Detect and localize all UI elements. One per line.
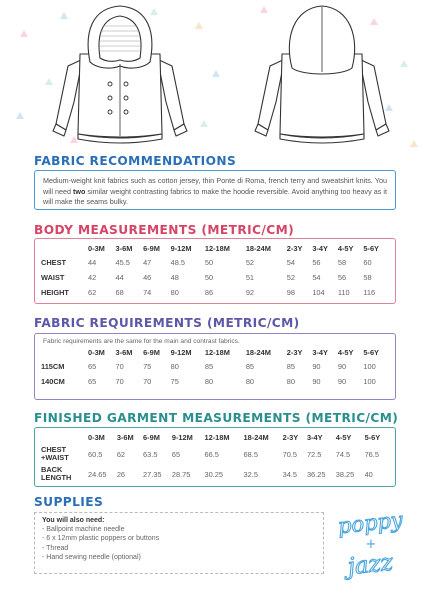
table-cell: 58 bbox=[337, 258, 347, 267]
hoodie-front-icon bbox=[40, 2, 200, 148]
table-cell: 80 bbox=[204, 377, 214, 386]
logo-line1: poppy bbox=[336, 507, 404, 539]
table-cell: 38.25 bbox=[335, 469, 355, 479]
row-label: 115CM bbox=[41, 362, 65, 371]
table-cell: 52 bbox=[245, 258, 255, 267]
size-header: 3-6M bbox=[116, 432, 134, 442]
table-cell: 85 bbox=[245, 362, 255, 371]
logo-line2: jazz bbox=[346, 549, 395, 581]
table-row bbox=[41, 270, 389, 285]
size-header-row bbox=[41, 345, 389, 359]
table-cell: 45.5 bbox=[115, 258, 130, 267]
table-cell: 74.5 bbox=[335, 449, 351, 459]
table-cell: 34.5 bbox=[282, 469, 297, 479]
table-cell: 85 bbox=[204, 362, 214, 371]
size-header: 0-3M bbox=[88, 347, 105, 357]
table-cell: 36.25 bbox=[306, 469, 326, 479]
table-cell: 80 bbox=[170, 288, 179, 297]
table-cell: 62 bbox=[88, 288, 97, 297]
logo-plus: + bbox=[365, 537, 377, 552]
size-header: 3-4Y bbox=[312, 243, 328, 253]
table-cell: 65 bbox=[88, 362, 97, 371]
table-cell: 48.5 bbox=[170, 258, 185, 267]
table-cell: 80 bbox=[245, 377, 255, 386]
table-cell: 56 bbox=[337, 273, 347, 282]
size-header: 2-3Y bbox=[282, 432, 299, 442]
table-cell: 42 bbox=[88, 273, 97, 282]
finished-garment-title: FINISHED GARMENT MEASUREMENTS (METRIC/CM) bbox=[34, 411, 399, 425]
size-header: 18-24M bbox=[245, 347, 271, 357]
row-label: CHEST bbox=[41, 258, 67, 267]
table-cell: 50 bbox=[204, 258, 214, 267]
size-header: 12-18M bbox=[204, 243, 230, 253]
size-header: 6-9M bbox=[143, 243, 160, 253]
row-label: WAIST bbox=[41, 273, 65, 282]
table-cell: 50 bbox=[204, 273, 214, 282]
table-cell: 70.5 bbox=[282, 449, 297, 459]
table-cell: 52 bbox=[286, 273, 296, 282]
table-cell: 60.5 bbox=[88, 449, 103, 459]
table-cell: 80 bbox=[286, 377, 296, 386]
table-cell: 60 bbox=[363, 258, 372, 267]
table-cell: 56 bbox=[312, 258, 321, 267]
table-cell: 90 bbox=[312, 377, 321, 386]
table-cell: 40 bbox=[364, 469, 373, 479]
table-cell: 46 bbox=[143, 273, 152, 282]
table-cell: 44 bbox=[115, 273, 124, 282]
size-header: 0-3M bbox=[88, 243, 105, 253]
table-cell: 65 bbox=[171, 449, 181, 459]
size-header: 18-24M bbox=[243, 432, 269, 442]
table-cell: 100 bbox=[363, 362, 376, 371]
table-cell: 74 bbox=[143, 288, 152, 297]
size-header: 12-18M bbox=[204, 347, 230, 357]
size-header: 5-6Y bbox=[363, 243, 379, 253]
fabric-recommendations-box bbox=[34, 170, 396, 210]
table-cell: 68.5 bbox=[243, 449, 258, 459]
table-cell: 72.5 bbox=[306, 449, 322, 459]
size-header: 9-12M bbox=[171, 432, 193, 442]
size-header: 3-4Y bbox=[306, 432, 323, 442]
size-header: 18-24M bbox=[245, 243, 271, 253]
size-header: 5-6Y bbox=[364, 432, 381, 442]
size-header: 12-18M bbox=[204, 432, 230, 442]
fabric-requirements-table bbox=[41, 345, 389, 389]
table-cell: 65 bbox=[88, 377, 97, 386]
finished-garment-box bbox=[34, 427, 396, 487]
table-cell: 44 bbox=[88, 258, 97, 267]
table-row bbox=[41, 444, 389, 464]
table-cell: 85 bbox=[286, 362, 296, 371]
fabric-requirements-title: FABRIC REQUIREMENTS (METRIC/CM) bbox=[34, 316, 300, 330]
table-cell: 62 bbox=[116, 449, 126, 459]
table-row bbox=[41, 374, 389, 389]
list-item: - Ballpoint machine needle bbox=[42, 526, 125, 534]
table-cell: 66.5 bbox=[204, 449, 219, 459]
table-cell: 90 bbox=[337, 362, 347, 371]
table-row bbox=[41, 255, 389, 270]
table-cell: 26 bbox=[116, 469, 126, 479]
table-cell: 24.65 bbox=[88, 469, 107, 479]
size-header: 9-12M bbox=[170, 347, 192, 357]
table-row bbox=[41, 464, 389, 484]
table-cell: 86 bbox=[204, 288, 214, 297]
table-cell: 70 bbox=[143, 377, 152, 386]
table-cell: 32.5 bbox=[243, 469, 258, 479]
size-header-row bbox=[41, 430, 389, 444]
table-cell: 90 bbox=[337, 377, 347, 386]
poppy-jazz-logo bbox=[332, 506, 410, 586]
table-cell: 92 bbox=[245, 288, 255, 297]
table-cell: 58 bbox=[363, 273, 372, 282]
size-header: 6-9M bbox=[143, 432, 160, 442]
table-cell: 100 bbox=[363, 377, 376, 386]
size-header: 4-5Y bbox=[335, 432, 352, 442]
row-label: 140CM bbox=[41, 377, 65, 386]
fabric-requirements-note: Fabric requirements are the same for the main and contrast fabrics. bbox=[43, 338, 240, 345]
table-cell: 70 bbox=[115, 377, 124, 386]
supplies-title: SUPPLIES bbox=[34, 495, 104, 509]
table-cell: 28.75 bbox=[171, 469, 191, 479]
row-label: HEIGHT bbox=[41, 288, 69, 297]
size-header: 4-5Y bbox=[337, 347, 354, 357]
table-cell: 51 bbox=[245, 273, 255, 282]
fabric-requirements-box bbox=[34, 333, 396, 400]
supplies-box bbox=[34, 512, 324, 574]
fabric-recommendations-title: FABRIC RECOMMENDATIONS bbox=[34, 154, 237, 168]
hoodie-illustration bbox=[0, 0, 440, 150]
table-cell: 63.5 bbox=[143, 449, 158, 459]
fabric-recommendations-text: Medium-weight knit fabrics such as cotton jersey, thin Ponte di Roma, french terry and sweatshirt knits. You will need two similar weight contrasting fabrics to make the hoodie reversible. Avoid anything too heavy as it will make the seams bulky. bbox=[43, 176, 387, 206]
table-cell: 76.5 bbox=[364, 449, 379, 459]
table-cell: 30.25 bbox=[204, 469, 223, 479]
table-cell: 47 bbox=[143, 258, 152, 267]
table-cell: 80 bbox=[170, 362, 179, 371]
table-row bbox=[41, 359, 389, 374]
supplies-list bbox=[35, 513, 323, 565]
body-measurements-title: BODY MEASUREMENTS (METRIC/CM) bbox=[34, 223, 295, 237]
supplies-heading: You will also need: bbox=[42, 517, 105, 524]
table-cell: 75 bbox=[170, 377, 179, 386]
row-label: CHEST +WAIST bbox=[41, 444, 69, 462]
table-row bbox=[41, 285, 389, 300]
row-label: BACK LENGTH bbox=[41, 464, 72, 482]
table-cell: 48 bbox=[170, 273, 179, 282]
hoodie-back-icon bbox=[242, 2, 402, 148]
size-header-row bbox=[41, 241, 389, 255]
size-header: 3-6M bbox=[115, 243, 133, 253]
size-header: 2-3Y bbox=[286, 243, 303, 253]
list-item: - 6 x 12mm plastic poppers or buttons bbox=[42, 535, 160, 543]
body-measurements-box bbox=[34, 238, 396, 304]
size-header: 2-3Y bbox=[286, 347, 303, 357]
table-cell: 110 bbox=[337, 288, 350, 297]
list-item: - Thread bbox=[42, 544, 69, 552]
table-cell: 54 bbox=[286, 258, 296, 267]
finished-garment-table bbox=[41, 430, 389, 484]
body-measurements-table bbox=[41, 241, 389, 300]
size-header: 9-12M bbox=[170, 243, 192, 253]
size-header: 5-6Y bbox=[363, 347, 379, 357]
size-header: 6-9M bbox=[143, 347, 160, 357]
table-cell: 75 bbox=[143, 362, 152, 371]
table-cell: 116 bbox=[363, 288, 376, 297]
list-item: - Hand sewing needle (optional) bbox=[42, 553, 141, 561]
size-header: 4-5Y bbox=[337, 243, 354, 253]
table-cell: 27.35 bbox=[143, 469, 162, 479]
table-cell: 54 bbox=[312, 273, 321, 282]
table-cell: 70 bbox=[115, 362, 124, 371]
size-header: 3-6M bbox=[115, 347, 133, 357]
table-cell: 104 bbox=[312, 288, 325, 297]
size-header: 0-3M bbox=[88, 432, 105, 442]
table-cell: 98 bbox=[286, 288, 296, 297]
table-cell: 68 bbox=[115, 288, 124, 297]
size-header: 3-4Y bbox=[312, 347, 328, 357]
table-cell: 90 bbox=[312, 362, 321, 371]
